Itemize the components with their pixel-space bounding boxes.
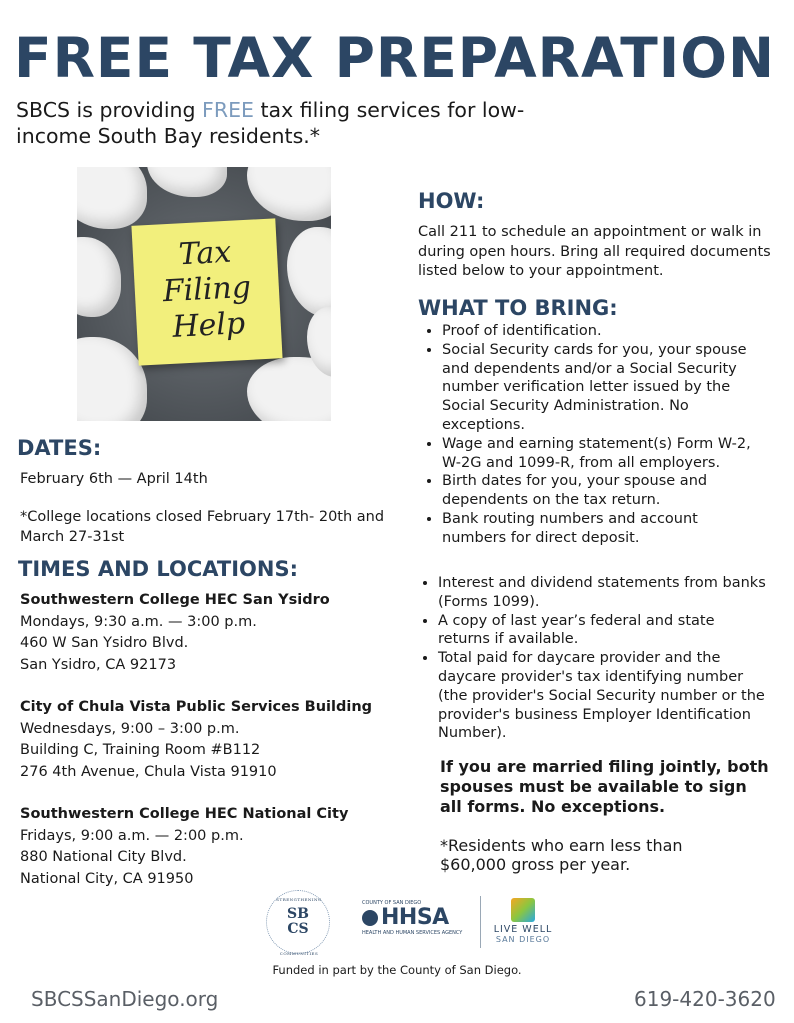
locations-heading: TIMES AND LOCATIONS: [18,557,298,581]
sticky-note [131,218,282,365]
location-name: City of Chula Vista Public Services Building [20,699,373,715]
list-item: • Birth dates for you, your spouse and dependents on the tax return. [442,472,764,510]
location-address: 276 4th Avenue, Chula Vista 91910 [20,763,277,780]
how-text: Call 211 to schedule an appointment or walk in during open hours. Bring all required documents listed below to your appointment. [418,224,771,279]
tax-filing-photo [77,167,331,421]
partner-logos [266,890,566,954]
hhsa-logo [362,900,470,940]
location-hours: Wednesdays, 9:00 – 3:00 p.m. [20,720,240,737]
dates-range: February 6th — April 14th [20,471,208,487]
note-line: Help [171,306,246,345]
dates-heading: DATES: [17,436,102,460]
list-item: • Social Security cards for you, your spouse and dependents and/or a Social Security number verification letter issued by the Social Security Administration. No exceptions. [442,341,764,435]
how-heading: HOW: [418,189,485,213]
list-item: • Proof of identification. [442,322,764,341]
note-line: Tax [177,234,233,273]
subtitle-accent: FREE [202,98,254,122]
sbcs-logo [266,890,330,954]
livewell-subtext: SAN DIEGO [495,935,551,944]
location-address: Building C, Training Room #B112 [20,742,261,758]
hhsa-main-text: HHSA [381,905,449,930]
location-address: San Ysidro, CA 92173 [20,656,177,673]
location-block [20,590,400,676]
page-subtitle [16,97,536,149]
location-name: Southwestern College HEC San Ysidro [20,592,330,608]
list-item: • A copy of last year’s federal and state returns if available. [438,612,768,650]
bring-list-b [414,574,768,743]
county-seal-icon [362,910,378,926]
married-note: If you are married filing jointly, both spouses must be available to sign all forms. No exceptions. [440,757,769,816]
list-item: • Interest and dividend statements from banks (Forms 1099). [438,574,768,612]
logo-divider [480,896,481,948]
bring-list-a [418,322,764,548]
location-address: 880 National City Blvd. [20,849,187,865]
subtitle-text-post: tax filing services for low-income South Bay residents.* [16,98,525,148]
location-hours: Mondays, 9:30 a.m. — 3:00 p.m. [20,613,257,630]
hhsa-top-text: COUNTY OF SAN DIEGO [362,900,422,906]
bring-heading: WHAT TO BRING: [418,296,618,320]
note-line: Filing [161,269,252,310]
subtitle-text-pre: SBCS is providing [16,98,203,122]
sbcs-logo-text: SB [287,906,309,922]
page-title: FREE TAX PREPARATION [14,26,776,90]
list-item: • Total paid for daycare provider and the daycare provider's tax identifying number (the provider's Social Security number or the provider's business Employer Identification Number). [438,649,768,743]
website-link[interactable]: SBCSSanDiego.org [31,987,219,1011]
livewell-icon [511,898,535,922]
sbcs-ring-top: STRENGTHENING [276,897,322,902]
funding-note: Funded in part by the County of San Diego. [272,963,522,977]
dates-note: *College locations closed February 17th- 20th and March 27-31st [20,509,385,545]
sbcs-logo-text: CS [287,921,309,937]
location-hours: Fridays, 9:00 a.m. — 2:00 p.m. [20,827,244,844]
location-block [20,697,400,783]
sbcs-ring-bottom: COMMUNITIES [279,951,319,956]
location-address: National City, CA 91950 [20,870,194,887]
list-item: • Bank routing numbers and account numbers for direct deposit. [442,510,764,548]
phone-number: 619-420-3620 [634,987,776,1011]
location-block [20,804,400,890]
hhsa-sub-text: HEALTH AND HUMAN SERVICES AGENCY [362,930,463,936]
livewell-text: LIVE WELL [493,924,553,935]
location-name: Southwestern College HEC National City [20,806,349,822]
list-item: • Wage and earning statement(s) Form W-2, W-2G and 1099-R, from all employers. [442,435,764,473]
livewell-logo [488,898,558,944]
location-address: 460 W San Ysidro Blvd. [20,635,189,651]
income-note: *Residents who earn less than $60,000 gross per year. [440,836,683,874]
